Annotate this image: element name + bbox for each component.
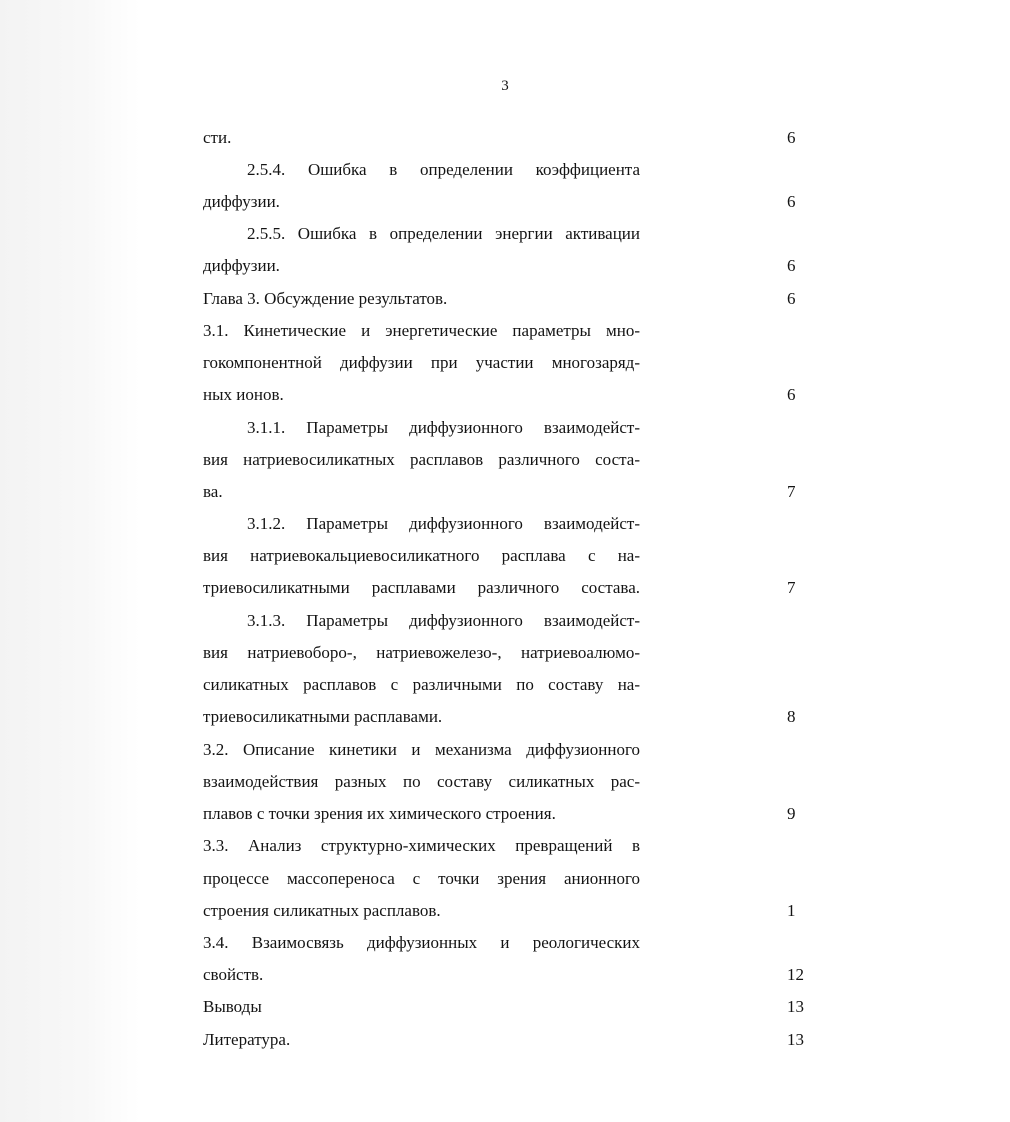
scan-margin-shade <box>0 0 140 1122</box>
toc-line: 3.1.2. Параметры диффузионного взаимодейст- <box>247 514 640 533</box>
toc-line: ва. <box>203 482 223 501</box>
toc-line: свойств. <box>203 965 264 984</box>
toc-line: плавов с точки зрения их химического строения. <box>203 804 556 823</box>
toc-page-ref: 13 <box>787 997 804 1016</box>
toc-line: Выводы <box>203 997 262 1016</box>
toc-line: сти. <box>203 128 232 147</box>
toc-page-ref: 13 <box>787 1030 804 1049</box>
toc-line: 3.1.3. Параметры диффузионного взаимодейст- <box>247 611 640 630</box>
toc-line: триевосиликатными расплавами различного состава. <box>203 578 640 597</box>
toc-line: 3.4. Взаимосвязь диффузионных и реологических <box>203 933 640 952</box>
page-number: 3 <box>501 78 509 94</box>
toc-line: вия натриевокальциевосиликатного расплава с на- <box>203 546 640 565</box>
toc-line: 3.1. Кинетические и энергетические параметры мно- <box>203 321 640 340</box>
toc-line: взаимодействия разных по составу силикатных рас- <box>203 772 640 791</box>
toc-line: 2.5.5. Ошибка в определении энергии активации <box>247 224 640 243</box>
toc-page-ref: 9 <box>787 804 796 823</box>
toc-page-ref: 8 <box>787 707 796 726</box>
toc-line: триевосиликатными расплавами. <box>203 707 443 726</box>
toc-page-ref: 6 <box>787 385 796 404</box>
toc-page-ref: 7 <box>787 578 796 597</box>
toc-page-ref: 7 <box>787 482 796 501</box>
toc-page-ref: 6 <box>787 289 796 308</box>
toc-line: 2.5.4. Ошибка в определении коэффициента <box>247 160 640 179</box>
toc-line: строения силикатных расплавов. <box>203 901 441 920</box>
toc-line: 3.1.1. Параметры диффузионного взаимодейст- <box>247 418 640 437</box>
toc-line: силикатных расплавов с различными по составу на- <box>203 675 640 694</box>
toc-line: диффузии. <box>203 192 280 211</box>
toc-line: вия натриевосиликатных расплавов различного соста- <box>203 450 640 469</box>
toc-page-ref: 1 <box>787 901 796 920</box>
toc-page-ref: 6 <box>787 192 796 211</box>
toc-page-ref: 6 <box>787 128 796 147</box>
toc-line: 3.2. Описание кинетики и механизма диффузионного <box>203 740 640 759</box>
toc-line: гокомпонентной диффузии при участии многозаряд- <box>203 353 640 372</box>
toc-page-ref: 12 <box>787 965 804 984</box>
toc-line: 3.3. Анализ структурно-химических превращений в <box>203 836 640 855</box>
toc-line: ных ионов. <box>203 385 284 404</box>
toc-line: вия натриевоборо-, натриевожелезо-, натриевоалюмо- <box>203 643 640 662</box>
toc-line: диффузии. <box>203 256 280 275</box>
toc-line: Глава 3. Обсуждение результатов. <box>203 289 448 308</box>
toc-line: процессе массопереноса с точки зрения анионного <box>203 869 640 888</box>
toc-page-ref: 6 <box>787 256 796 275</box>
toc-line: Литература. <box>203 1030 291 1049</box>
